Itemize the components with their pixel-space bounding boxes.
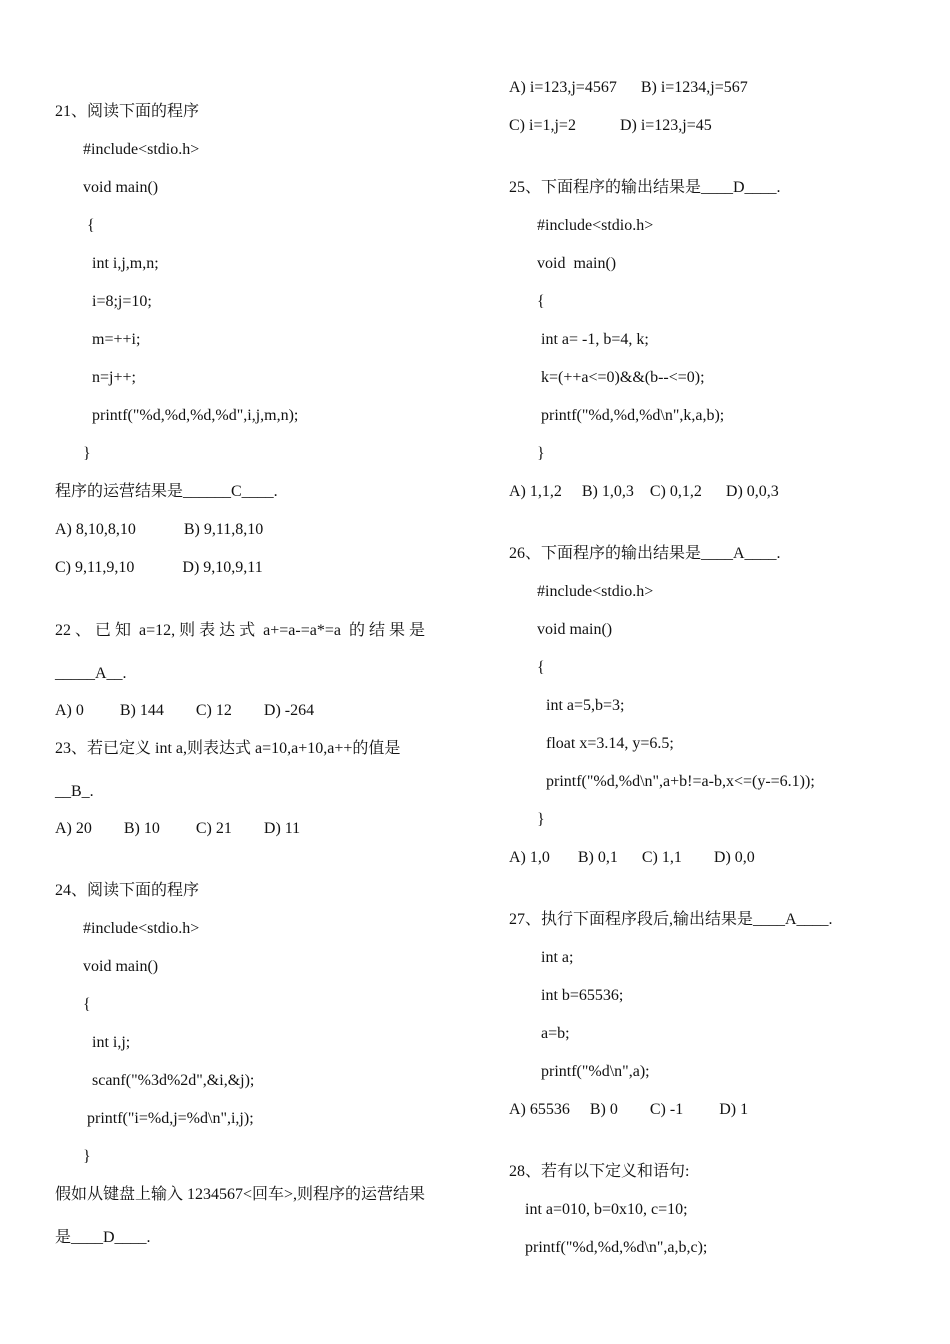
code-line: int a; (541, 949, 574, 966)
code-line: void main() (537, 255, 617, 272)
code-line: } (83, 445, 91, 462)
code-line: i=8;j=10; (92, 293, 152, 310)
code-line: scanf("%3d%2d",&i,&j); (92, 1072, 255, 1089)
code-line: int a= -1, b=4, k; (541, 331, 649, 348)
code-line: k=(++a<=0)&&(b--<=0); (541, 369, 705, 386)
code-line: int a=5,b=3; (546, 697, 625, 714)
answer-options: A) 8,10,8,10 B) 9,11,8,10 (55, 521, 264, 538)
answer-options: A) 20 B) 10 C) 21 D) 11 (55, 820, 301, 837)
answer-options: A) 1,0 B) 0,1 C) 1,1 D) 0,0 (509, 849, 755, 866)
question-23-heading: 23、若已定义 int a,则表达式 a=10,a+10,a++的值是 (55, 740, 401, 757)
question-22-blank: _____A__. (55, 665, 127, 682)
code-line: int i,j; (92, 1034, 131, 1051)
code-line: #include<stdio.h> (537, 217, 654, 234)
code-line: printf("i=%d,j=%d\n",i,j); (87, 1110, 254, 1127)
code-line: a=b; (541, 1025, 570, 1042)
code-line: printf("%d\n",a); (541, 1063, 650, 1080)
code-line: printf("%d,%d,%d,%d",i,j,m,n); (92, 407, 299, 424)
answer-options: C) 9,11,9,10 D) 9,10,9,11 (55, 559, 263, 576)
code-line: { (537, 659, 545, 676)
question-23-blank: __B_. (55, 783, 94, 800)
code-line: m=++i; (92, 331, 141, 348)
code-line: { (537, 293, 545, 310)
code-line: n=j++; (92, 369, 136, 386)
code-line: int i,j,m,n; (92, 255, 159, 272)
answer-options: A) 0 B) 144 C) 12 D) -264 (55, 702, 315, 719)
question-24-prompt: 假如从键盘上输入 1234567<回车>,则程序的运营结果 (55, 1186, 426, 1203)
answer-options: A) 1,1,2 B) 1,0,3 C) 0,1,2 D) 0,0,3 (509, 483, 779, 500)
code-line: printf("%d,%d,%d\n",a,b,c); (525, 1239, 708, 1256)
code-line: void main() (537, 621, 613, 638)
answer-options: C) i=1,j=2 D) i=123,j=45 (509, 117, 712, 134)
code-line: } (83, 1148, 91, 1165)
code-line: float x=3.14, y=6.5; (546, 735, 674, 752)
question-26-heading: 26、下面程序的输出结果是____A____. (509, 545, 781, 562)
code-line: void main() (83, 958, 159, 975)
code-line: } (537, 445, 545, 462)
code-line: #include<stdio.h> (537, 583, 654, 600)
code-line: } (537, 811, 545, 828)
code-line: #include<stdio.h> (83, 920, 200, 937)
question-28-heading: 28、若有以下定义和语句: (509, 1163, 690, 1180)
code-line: void main() (83, 179, 159, 196)
question-27-heading: 27、执行下面程序段后,输出结果是____A____. (509, 911, 833, 928)
answer-options: A) 65536 B) 0 C) -1 D) 1 (509, 1101, 749, 1118)
code-line: printf("%d,%d\n",a+b!=a-b,x<=(y-=6.1)); (546, 773, 815, 790)
question-25-heading: 25、下面程序的输出结果是____D____. (509, 179, 781, 196)
question-24-heading: 24、阅读下面的程序 (55, 882, 200, 899)
answer-options: A) i=123,j=4567 B) i=1234,j=567 (509, 79, 748, 96)
code-line: int b=65536; (541, 987, 624, 1004)
question-24-blank: 是____D____. (55, 1229, 151, 1246)
question-21-prompt: 程序的运营结果是______C____. (55, 483, 278, 500)
question-21-heading: 21、阅读下面的程序 (55, 103, 200, 120)
code-line: { (83, 996, 91, 1013)
code-line: int a=010, b=0x10, c=10; (525, 1201, 688, 1218)
code-line: #include<stdio.h> (83, 141, 200, 158)
code-line: printf("%d,%d,%d\n",k,a,b); (541, 407, 725, 424)
code-line: { (87, 217, 95, 234)
question-22-heading: 22 、 已 知 a=12, 则 表 达 式 a+=a-=a*=a 的 结 果 是 (55, 622, 425, 639)
